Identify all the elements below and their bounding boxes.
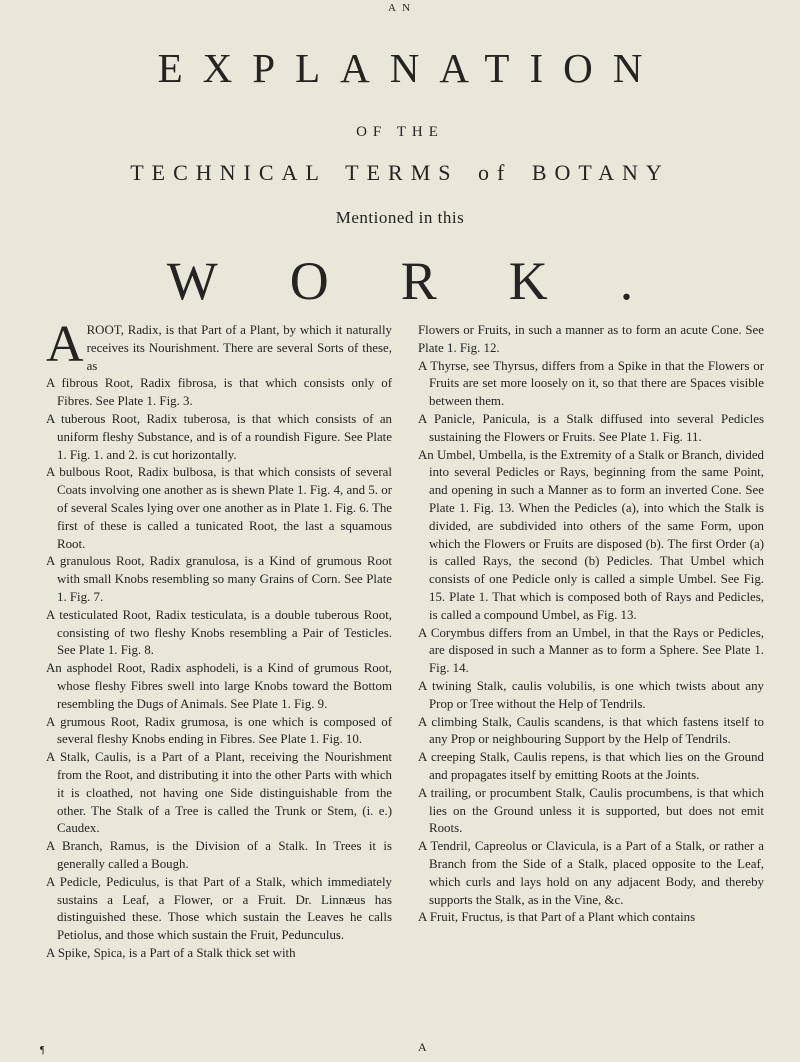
paragraph: A granulous Root, Radix granulosa, is a Kind of grumous Root with small Knobs resembling so many Grains of Corn. See Plate 1. Fig. 7. xyxy=(46,554,392,604)
right-column xyxy=(418,322,764,927)
paragraph: A Corymbus differs from an Umbel, in that the Rays or Pedicles, are disposed in such a Manner as to form a Sphere. See Plate 1. Fig. 14. xyxy=(418,625,764,676)
mentioned-line: Mentioned in this xyxy=(335,208,465,227)
paragraph: A Fruit, Fructus, is that Part of a Plant which contains xyxy=(418,910,696,925)
page-title: EXPLANATION xyxy=(157,45,663,91)
paragraph: A Spike, Spica, is a Part of a Stalk thick set with xyxy=(46,945,296,960)
title-of-the: OF THE xyxy=(356,124,444,140)
left-column xyxy=(46,316,392,963)
paragraph: An Umbel, Umbella, is the Extremity of a Stalk or Branch, divided into several Pedicles or Rays, beginning from the same Point, and opening in such a Manner as to form an inverted Cone. See Plate 1. Fig. 13. When the Pedicles (a), into which the Stalk is divided, are subdivided into others of the same Form, upon which the Flowers or Fruits are disposed (b). The first Order (a) is called Rays, the second (b) Pedicles. That Umbel which consists of one Pedicle only is called a simple Umbel. See Fig. 15. Plate 1. That which is composed both of Rays and Pedicles, is called a compound Umbel, as Fig. 13. xyxy=(418,447,764,622)
paragraph: A Panicle, Panicula, is a Stalk diffused into several Pedicles sustaining the Flowers or Fruits. See Plate 1. Fig. 11. xyxy=(418,411,764,444)
paragraph: Flowers or Fruits, in such a manner as to form an acute Cone. See Plate 1. Fig. 12. xyxy=(418,323,764,355)
paragraph: A fibrous Root, Radix fibrosa, is that which consists only of Fibres. See Plate 1. Fig. 3. xyxy=(46,376,392,409)
paragraph: A bulbous Root, Radix bulbosa, is that which consists of several Coats involving one another as is shewn Plate 1. Fig. 4, and 5. or of several Scales lying over one another as in Plate 1. Fig. 6. The first of these is called a tunicated Root, the last a squamous Root. xyxy=(46,465,392,551)
drop-cap: A xyxy=(46,316,84,373)
paragraph: A Stalk, Caulis, is a Part of a Plant, receiving the Nourishment from the Root, and distributing it into the other Parts with which it is cloathed, not having one Side distinguishable from the other. The Stalk of a Tree is called the Trunk or Stem, (i. e.) Caudex. xyxy=(46,750,392,836)
paragraph: A Branch, Ramus, is the Division of a Stalk. In Trees it is generally called a Bough. xyxy=(46,839,392,871)
paragraph: A creeping Stalk, Caulis repens, is that which lies on the Ground and propagates itself by emitting Roots at the Joints. xyxy=(418,750,764,782)
footer-mark: ¶ xyxy=(40,1045,45,1056)
paragraph: A Pedicle, Pediculus, is that Part of a Stalk, which immediately sustains a Leaf, a Flower, or a Fruit. Dr. Linnæus has distinguished these. Those which sustain the Leaves he calls Petiolus, and those which sustain the Fruit, Pedunculus. xyxy=(46,874,392,943)
signature-mark: A N xyxy=(387,2,413,14)
catchword: A xyxy=(418,1040,427,1054)
paragraph: A trailing, or procumbent Stalk, Caulis procumbens, is that which lies on the Ground unless it is supported, but does not emit Roots. xyxy=(418,785,764,836)
paragraph: A grumous Root, Radix grumosa, is one which is composed of several fleshy Knobs ending in Fibres. See Plate 1. Fig. 10. xyxy=(46,714,392,747)
paragraph: A testiculated Root, Radix testiculata, is a double tuberous Root, consisting of two fleshy Knobs resembling a Pair of Testicles. See Plate 1. Fig. 8. xyxy=(46,607,392,658)
page-subtitle: TECHNICAL TERMS of BOTANY xyxy=(130,160,670,185)
paragraph: A Tendril, Capreolus or Clavicula, is a Part of a Stalk, or rather a Branch from the Side of a Stalk, placed opposite to the Leaf, which curls and lays hold on any adjacent Body, and thereby supports the Stalk, as in the Vine, &c. xyxy=(418,839,764,907)
paragraph: An asphodel Root, Radix asphodeli, is a Kind of grumous Root, whose fleshy Fibres swell into large Knobs toward the Bottom resembling the Dugs of Animals. See Plate 1. Fig. 9. xyxy=(46,661,392,711)
paragraph: A climbing Stalk, Caulis scandens, is that which fastens itself to any Prop or neighbouring Support by the Help of Tendrils. xyxy=(418,714,764,747)
paragraph: A twining Stalk, caulis volubilis, is one which twists about any Prop or Tree without the Help of Tendrils. xyxy=(418,678,764,711)
work-heading: WORK. xyxy=(166,251,706,311)
paragraph: AROOT, Radix, is that Part of a Plant, by which it naturally receives its Nourishment. There are several Sorts of these, as xyxy=(46,316,392,373)
paragraph: A Thyrse, see Thyrsus, differs from a Spike in that the Flowers or Fruits are set more loosely on it, so that there are Spaces visible between them. xyxy=(418,358,764,409)
paragraph: A tuberous Root, Radix tuberosa, is that which consists of an uniform fleshy Substance, and is of a roundish Figure. See Plate 1. Fig. 1. and 2. is cut horizontally. xyxy=(46,411,392,462)
